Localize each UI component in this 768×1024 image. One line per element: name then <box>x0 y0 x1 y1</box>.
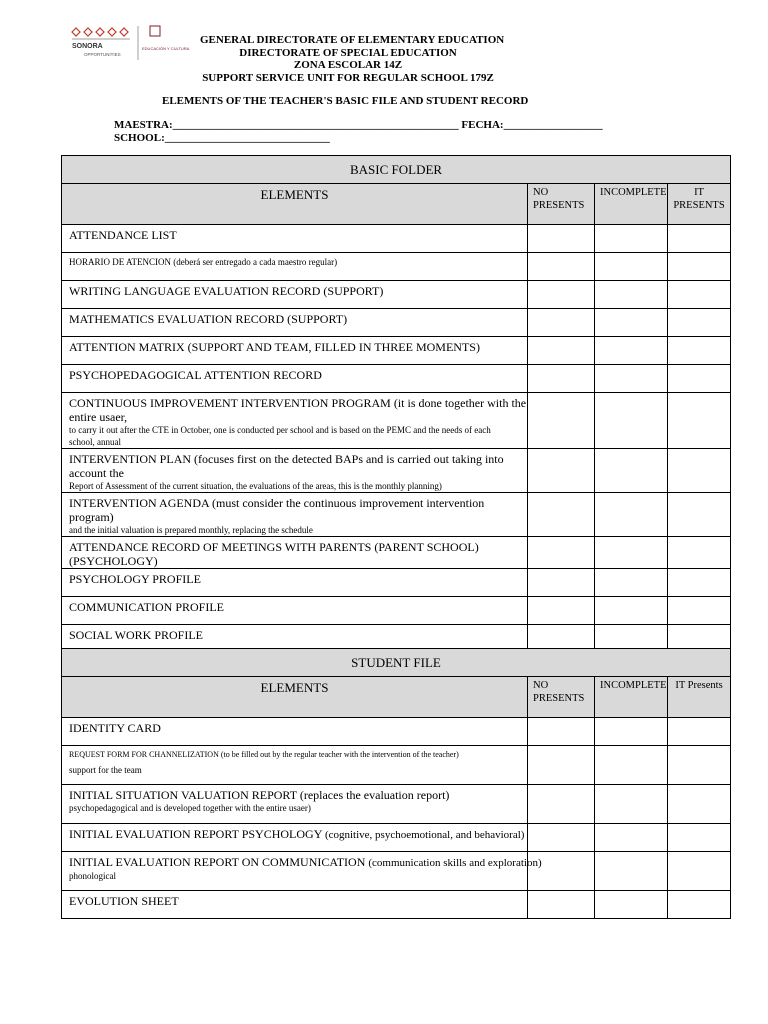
no-presents-cell[interactable] <box>528 891 595 919</box>
row-label: ATTENTION MATRIX (SUPPORT AND TEAM, FILLED IN THREE MOMENTS) <box>62 337 528 365</box>
no-presents-cell[interactable] <box>528 393 595 449</box>
row-label: EVOLUTION SHEET <box>62 891 528 919</box>
school-field[interactable]: SCHOOL:______________________________ <box>114 132 330 144</box>
row-label: ATTENDANCE LIST <box>62 225 528 253</box>
incomplete-cell[interactable] <box>595 493 668 537</box>
no-presents-cell[interactable] <box>528 337 595 365</box>
it-presents-cell[interactable] <box>668 225 731 253</box>
it-presents-header: IT Presents <box>668 677 731 718</box>
table-row <box>62 337 731 365</box>
basic-folder-table <box>61 155 731 653</box>
row-label: ATTENDANCE RECORD OF MEETINGS WITH PARENTS (PARENT SCHOOL) (PSYCHOLOGY) <box>62 537 528 569</box>
row-label: INTERVENTION AGENDA (must consider the continuous improvement intervention program) and the initial valuation is prepared monthly, replacing the schedule <box>62 493 528 537</box>
row-label: COMMUNICATION PROFILE <box>62 597 528 625</box>
it-presents-cell[interactable] <box>668 785 731 824</box>
incomplete-cell[interactable] <box>595 337 668 365</box>
basic-folder-title: BASIC FOLDER <box>62 156 731 184</box>
it-presents-cell[interactable] <box>668 537 731 569</box>
no-presents-cell[interactable] <box>528 718 595 746</box>
table-row <box>62 281 731 309</box>
header-line-3: ZONA ESCOLAR 14Z <box>293 59 403 71</box>
table-row <box>62 393 731 449</box>
logo-text-3: EDUCACIÓN Y CULTURA <box>142 46 190 51</box>
it-presents-cell[interactable] <box>668 337 731 365</box>
no-presents-cell[interactable] <box>528 537 595 569</box>
no-presents-cell[interactable] <box>528 253 595 281</box>
table-row <box>62 493 731 537</box>
elements-header: ELEMENTS <box>62 677 528 718</box>
table-row <box>62 597 731 625</box>
row-label: IDENTITY CARD <box>62 718 528 746</box>
no-presents-cell[interactable] <box>528 824 595 852</box>
table-row <box>62 449 731 493</box>
document-header <box>200 34 505 84</box>
table-row <box>62 746 731 785</box>
incomplete-cell[interactable] <box>595 393 668 449</box>
no-presents-cell[interactable] <box>528 281 595 309</box>
incomplete-header: INCOMPLETE <box>595 184 668 225</box>
header-line-4: SUPPORT SERVICE UNIT FOR REGULAR SCHOOL 179Z <box>202 71 494 84</box>
table-row <box>62 852 731 891</box>
header-line-1: GENERAL DIRECTORATE OF ELEMENTARY EDUCATION <box>200 34 505 46</box>
table-row <box>62 891 731 919</box>
row-label: HORARIO DE ATENCION (deberá ser entregado a cada maestro regular) <box>62 253 528 281</box>
incomplete-cell[interactable] <box>595 365 668 393</box>
table-row <box>62 537 731 569</box>
table-row <box>62 309 731 337</box>
no-presents-header: NO PRESENTS <box>528 677 595 718</box>
row-label: INITIAL EVALUATION REPORT PSYCHOLOGY (cognitive, psychoemotional, and behavioral) <box>62 824 528 852</box>
row-label: MATHEMATICS EVALUATION RECORD (SUPPORT) <box>62 309 528 337</box>
it-presents-cell[interactable] <box>668 493 731 537</box>
table-row <box>62 569 731 597</box>
it-presents-cell[interactable] <box>668 597 731 625</box>
student-file-title: STUDENT FILE <box>62 649 731 677</box>
incomplete-cell[interactable] <box>595 309 668 337</box>
logo-graphic <box>70 24 190 64</box>
table-row <box>62 225 731 253</box>
no-presents-cell[interactable] <box>528 785 595 824</box>
row-label: INTERVENTION PLAN (focuses first on the detected BAPs and is carried out taking into account the Report of Assessment of the current situation, the evaluations of the areas, this is the monthly planning) <box>62 449 528 493</box>
incomplete-cell[interactable] <box>595 824 668 852</box>
logo-text-2: OPPORTUNITIES <box>84 52 121 57</box>
no-presents-cell[interactable] <box>528 746 595 785</box>
incomplete-cell[interactable] <box>595 852 668 891</box>
incomplete-cell[interactable] <box>595 597 668 625</box>
it-presents-cell[interactable] <box>668 891 731 919</box>
row-label: CONTINUOUS IMPROVEMENT INTERVENTION PROGRAM (it is done together with the entire usaer, to carry it out after the CTE in October, one is conducted per school and is based on the PEMC and the needs of each school, annual <box>62 393 528 449</box>
it-presents-cell[interactable] <box>668 852 731 891</box>
incomplete-cell[interactable] <box>595 746 668 785</box>
student-file-header-row <box>62 677 731 718</box>
no-presents-cell[interactable] <box>528 449 595 493</box>
basic-folder-header-row <box>62 184 731 225</box>
no-presents-cell[interactable] <box>528 309 595 337</box>
incomplete-cell[interactable] <box>595 225 668 253</box>
it-presents-cell[interactable] <box>668 449 731 493</box>
maestra-fecha-field[interactable]: MAESTRA:____________________________________________________ FECHA:__________________ <box>114 119 603 131</box>
no-presents-cell[interactable] <box>528 365 595 393</box>
it-presents-cell[interactable] <box>668 281 731 309</box>
it-presents-cell[interactable] <box>668 824 731 852</box>
table-row <box>62 253 731 281</box>
header-line-2: DIRECTORATE OF SPECIAL EDUCATION <box>239 46 457 59</box>
it-presents-header: IT PRESENTS <box>668 184 731 225</box>
table-row <box>62 824 731 852</box>
it-presents-cell[interactable] <box>668 309 731 337</box>
row-label: INITIAL EVALUATION REPORT ON COMMUNICATION (communication skills and exploration) phonological <box>62 852 528 891</box>
elements-header: ELEMENTS <box>62 184 528 225</box>
no-presents-cell[interactable] <box>528 225 595 253</box>
it-presents-cell[interactable] <box>668 365 731 393</box>
incomplete-cell[interactable] <box>595 449 668 493</box>
table-row <box>62 785 731 824</box>
incomplete-cell[interactable] <box>595 785 668 824</box>
incomplete-cell[interactable] <box>595 253 668 281</box>
incomplete-cell[interactable] <box>595 718 668 746</box>
it-presents-cell[interactable] <box>668 569 731 597</box>
row-label: WRITING LANGUAGE EVALUATION RECORD (SUPPORT) <box>62 281 528 309</box>
incomplete-cell[interactable] <box>595 281 668 309</box>
no-presents-header: NO PRESENTS <box>528 184 595 225</box>
row-label: PSYCHOPEDAGOGICAL ATTENTION RECORD <box>62 365 528 393</box>
logo-text-1: SONORA <box>72 43 103 50</box>
student-file-table <box>61 648 731 919</box>
no-presents-cell[interactable] <box>528 569 595 597</box>
it-presents-cell[interactable] <box>668 746 731 785</box>
row-label: REQUEST FORM FOR CHANNELIZATION (to be filled out by the regular teacher with the intervention of the teacher) support for the team <box>62 746 528 785</box>
incomplete-cell[interactable] <box>595 537 668 569</box>
row-label: PSYCHOLOGY PROFILE <box>62 569 528 597</box>
row-label: INITIAL SITUATION VALUATION REPORT (replaces the evaluation report) psychopedagogical and is developed together with the entire usaer) <box>62 785 528 824</box>
it-presents-cell[interactable] <box>668 718 731 746</box>
no-presents-cell[interactable] <box>528 493 595 537</box>
it-presents-cell[interactable] <box>668 393 731 449</box>
it-presents-cell[interactable] <box>668 253 731 281</box>
document-title: ELEMENTS OF THE TEACHER'S BASIC FILE AND STUDENT RECORD <box>162 95 529 107</box>
incomplete-cell[interactable] <box>595 891 668 919</box>
incomplete-header: INCOMPLETE <box>595 677 668 718</box>
no-presents-cell[interactable] <box>528 597 595 625</box>
incomplete-cell[interactable] <box>595 569 668 597</box>
table-row <box>62 718 731 746</box>
institution-logo <box>70 24 190 64</box>
row-label: SOCIAL WORK PROFILE <box>62 625 528 653</box>
table-row <box>62 365 731 393</box>
